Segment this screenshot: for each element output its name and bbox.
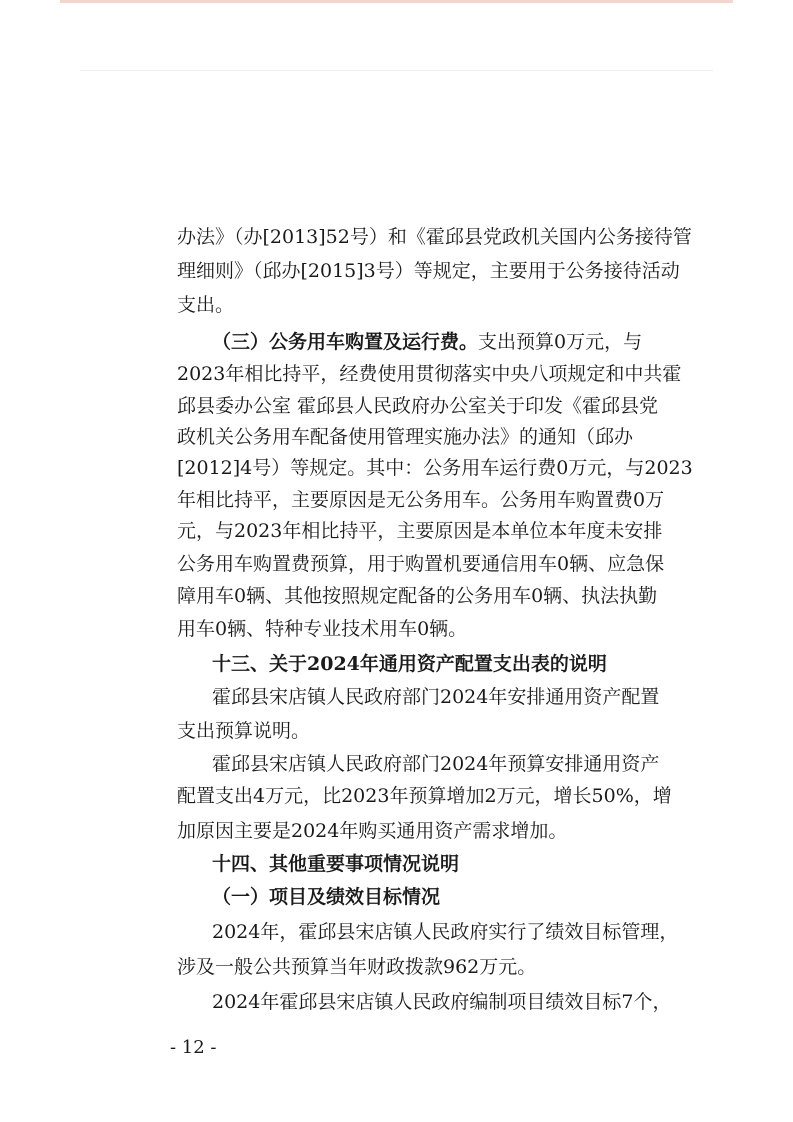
text-line: 邱县委办公室 霍邱县人民政府办公室关于印发《霍邱县党 [177, 395, 659, 417]
text-line: 公务用车购置费预算，用于购置机要通信用车0辆、应急保 [177, 553, 665, 575]
scan-top-edge [60, 0, 733, 3]
text-line: 2024年霍邱县宋店镇人民政府编制项目绩效目标7个， [212, 991, 672, 1013]
text-line: 办法》（办[2013]52号）和《霍邱县党政机关国内公务接待管 [177, 226, 692, 248]
text-line: [2012]4号）等规定。其中：公务用车运行费0万元，与2023 [177, 457, 693, 479]
section-heading: 十四、其他重要事项情况说明 [212, 853, 460, 875]
subsection-heading: （一）项目及绩效目标情况 [212, 886, 441, 908]
text-line: 障用车0辆、其他按照规定配备的公务用车0辆、执法执勤 [177, 585, 658, 607]
text-line: 霍邱县宋店镇人民政府部门2024年预算安排通用资产 [212, 753, 660, 775]
section-heading: 十三、关于2024年通用资产配置支出表的说明 [212, 653, 607, 675]
text-line: 年相比持平，主要原因是无公务用车。公务用车购置费0万 [177, 489, 665, 511]
text-line: 支出预算说明。 [177, 720, 311, 742]
page-number: - 12 - [170, 1037, 217, 1058]
text-line: 用车0辆、特种专业技术用车0辆。 [177, 618, 468, 640]
section-3-line [212, 330, 643, 354]
text-line: 元，与2023年相比持平，主要原因是本单位本年度未安排 [177, 520, 663, 542]
text-line: 2023年相比持平，经费使用贯彻落实中央八项规定和中共霍 [177, 363, 682, 385]
text-line: 霍邱县宋店镇人民政府部门2024年安排通用资产配置 [212, 686, 660, 708]
text-line: 2024年，霍邱县宋店镇人民政府实行了绩效目标管理， [212, 921, 679, 943]
text-span: 支出预算0万元，与 [478, 331, 643, 353]
text-line: 加原因主要是2024年购买通用资产需求增加。 [177, 820, 568, 842]
text-line: 政机关公务用车配备使用管理实施办法》的通知（邱办 [177, 426, 634, 448]
section-heading: （三）公务用车购置及运行费。 [212, 331, 479, 353]
header-rule [80, 70, 713, 71]
text-line: 涉及一般公共预算当年财政拨款962万元。 [177, 956, 537, 978]
text-line: 配置支出4万元，比2023年预算增加2万元，增长50%，增 [177, 785, 672, 807]
text-line: 理细则》（邱办[2015]3号）等规定，主要用于公务接待活动 [177, 260, 680, 282]
text-line: 支出。 [177, 294, 235, 316]
